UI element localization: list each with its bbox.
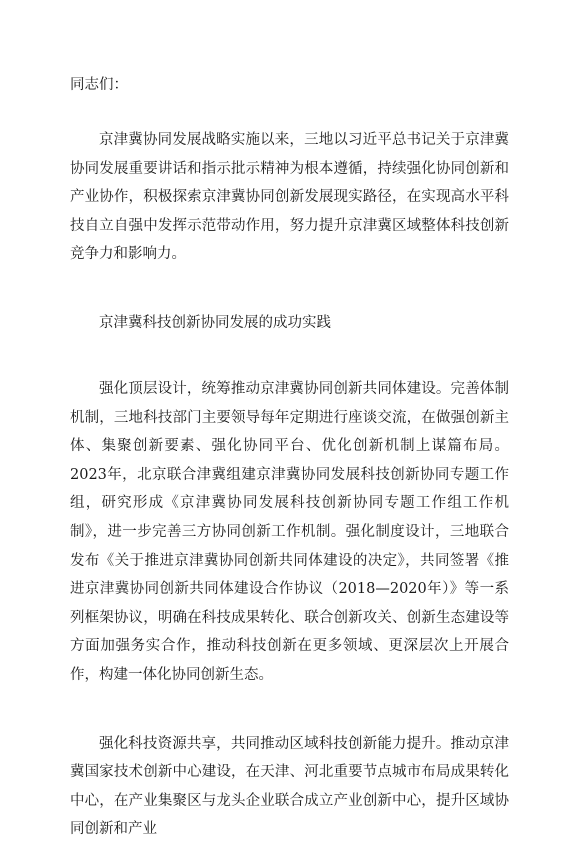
section-paragraph: 强化科技资源共享，共同推动区域科技创新能力提升。推动京津冀国家技术创新中心建设，在天津、河北重要节点城市布局成果转化中心，在产业集聚区与龙头企业联合成立产业创新中心，提升区域协同创新和产业 — [70, 735, 509, 838]
section-paragraph: 强化顶层设计，统筹推动京津冀协同创新共同体建设。完善体制机制，三地科技部门主要领导每年定期进行座谈交流，在做强创新主体、集聚创新要素、强化协同平台、优化创新机制上谋篇布局。2023年，北京联合津冀组建京津冀协同发展科技创新协同专题工作组，研究形成《京津冀协同发展科技创新协同专题工作组工作机制》，进一步完善三方协同创新工作机制。强化制度设计，三地联合发布《关于推进京津冀协同创新共同体建设的决定》，共同签署《推进京津冀协同创新共同体建设合作协议（2018—2020年）》等一系列框架协议，明确在科技成果转化、联合创新攻关、创新生态建设等方面加强务实合作，推动科技创新在更多领域、更深层次上开展合作，构建一体化协同创新生态。 — [70, 380, 509, 683]
intro-paragraph: 京津冀协同发展战略实施以来，三地以习近平总书记关于京津冀协同发展重要讲话和指示批示精神为根本遵循，持续强化协同创新和产业协作，积极探索京津冀协同创新发展现实路径，在实现高水平科技自立自强中发挥示范带动作用，努力提升京津冀区域整体科技创新竞争力和影响力。 — [70, 132, 509, 263]
salutation: 同志们： — [70, 77, 128, 93]
section-heading: 京津冀科技创新协同发展的成功实践 — [99, 314, 331, 331]
